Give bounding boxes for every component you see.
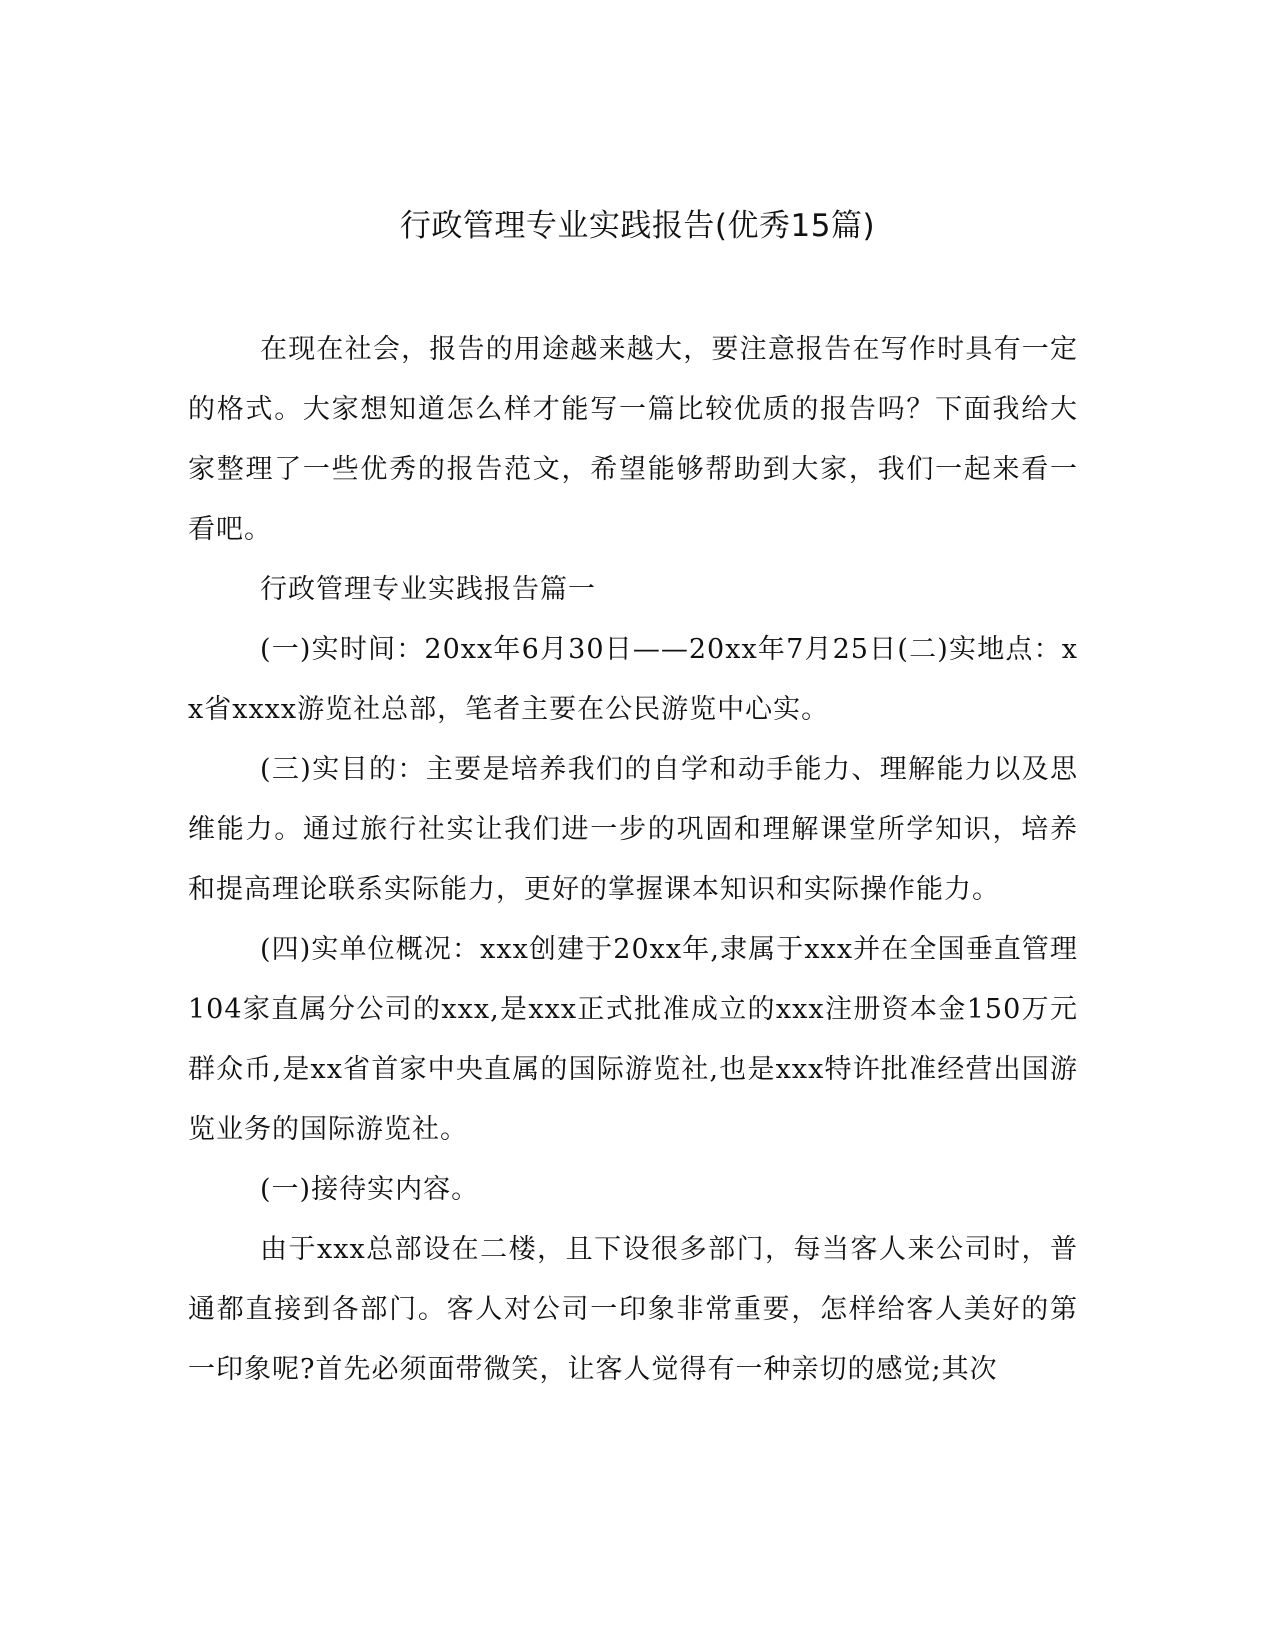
company-overview-paragraph: (四)实单位概况：xxx创建于20xx年,隶属于xxx并在全国垂直管理104家直属分公司的xxx,是xxx正式批准成立的xxx注册资本金150万元群众币,是xx省首家中央直属的国际游览社,也是xxx特许批准经营出国游览业务的国际游览社。 (188, 934, 1078, 1145)
document-body (188, 320, 1078, 1400)
time-location-paragraph: (一)实时间：20xx年6月30日——20xx年7月25日(二)实地点：xx省xxxx游览社总部，笔者主要在公民游览中心实。 (188, 634, 1078, 725)
subsection-heading: (一)接待实内容。 (260, 1174, 480, 1205)
reception-paragraph: 由于xxx总部设在二楼，且下设很多部门，每当客人来公司时，普通都直接到各部门。客人对公司一印象非常重要，怎样给客人美好的第一印象呢?首先必须面带微笑，让客人觉得有一种亲切的感觉;其次 (188, 1234, 1078, 1385)
purpose-paragraph: (三)实目的：主要是培养我们的自学和动手能力、理解能力以及思维能力。通过旅行社实让我们进一步的巩固和理解课堂所学知识，培养和提高理论联系实际能力，更好的掌握课本知识和实际操作能力。 (188, 754, 1078, 905)
section-heading: 行政管理专业实践报告篇一 (260, 574, 596, 605)
intro-paragraph: 在现在社会，报告的用途越来越大，要注意报告在写作时具有一定的格式。大家想知道怎么样才能写一篇比较优质的报告吗？下面我给大家整理了一些优秀的报告范文，希望能够帮助到大家，我们一起来看一看吧。 (188, 334, 1078, 545)
document-title: 行政管理专业实践报告(优秀15篇) (399, 208, 876, 244)
